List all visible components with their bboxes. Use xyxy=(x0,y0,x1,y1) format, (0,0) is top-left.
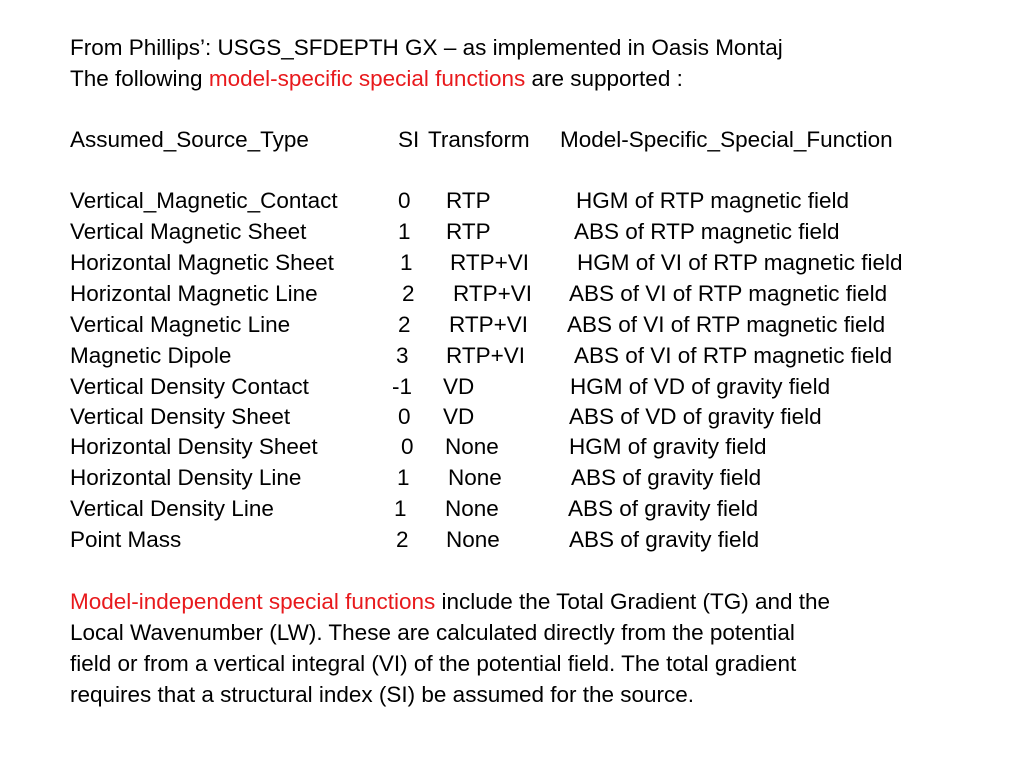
cell-si: 0 xyxy=(401,434,414,459)
cell-source-type: Horizontal Density Line xyxy=(70,465,302,490)
intro-line-2 xyxy=(70,66,683,92)
footer-highlight: Model-independent special functions xyxy=(70,589,436,614)
cell-si: 1 xyxy=(400,250,413,275)
header-source-type: Assumed_Source_Type xyxy=(70,127,309,152)
cell-transform: RTP+VI xyxy=(453,281,532,306)
cell-special-function: ABS of gravity field xyxy=(571,465,762,490)
cell-transform: RTP+VI xyxy=(450,250,529,275)
footer-line-3 xyxy=(70,651,796,677)
cell-source-type: Vertical Density Line xyxy=(70,496,274,521)
footer-line-1 xyxy=(70,589,830,615)
cell-special-function: ABS of RTP magnetic field xyxy=(574,219,840,244)
cell-source-type: Vertical Density Sheet xyxy=(70,404,291,429)
header-si: SI xyxy=(398,127,420,152)
cell-source-type: Magnetic Dipole xyxy=(70,343,232,368)
cell-special-function: ABS of gravity field xyxy=(568,496,759,521)
footer-line-2 xyxy=(70,620,795,646)
cell-transform: None xyxy=(445,496,499,521)
cell-si: 2 xyxy=(396,527,409,552)
cell-transform: RTP xyxy=(446,219,491,244)
cell-transform: VD xyxy=(443,374,475,399)
cell-transform: RTP+VI xyxy=(446,343,525,368)
cell-transform: None xyxy=(448,465,502,490)
footer-line-2-text: Local Wavenumber (LW). These are calculated directly from the potential xyxy=(70,620,795,645)
cell-transform: None xyxy=(445,434,499,459)
footer-line-4 xyxy=(70,682,694,708)
cell-si: -1 xyxy=(392,374,413,399)
cell-si: 2 xyxy=(402,281,415,306)
cell-si: 3 xyxy=(396,343,409,368)
cell-si: 0 xyxy=(398,188,411,213)
cell-special-function: ABS of VI of RTP magnetic field xyxy=(567,312,886,337)
cell-si: 1 xyxy=(397,465,410,490)
cell-source-type: Vertical Magnetic Sheet xyxy=(70,219,307,244)
footer-line-1-text: include the Total Gradient (TG) and the xyxy=(435,589,831,614)
footer-line-4-text: requires that a structural index (SI) be assumed for the source. xyxy=(70,682,695,707)
cell-si: 1 xyxy=(398,219,411,244)
cell-si: 2 xyxy=(398,312,411,337)
intro-title: From Phillips’: USGS_SFDEPTH GX – as implemented in Oasis Montaj xyxy=(70,35,783,60)
intro-highlight: model-specific special functions xyxy=(208,66,526,91)
cell-transform: None xyxy=(446,527,500,552)
cell-transform: RTP+VI xyxy=(449,312,528,337)
cell-special-function: ABS of VI of RTP magnetic field xyxy=(574,343,893,368)
header-transform: Transform xyxy=(428,127,530,152)
cell-special-function: HGM of VD of gravity field xyxy=(570,374,831,399)
cell-source-type: Vertical_Magnetic_Contact xyxy=(70,188,338,213)
cell-special-function: HGM of gravity field xyxy=(569,434,767,459)
intro-prefix: The following xyxy=(70,66,209,91)
cell-source-type: Horizontal Magnetic Sheet xyxy=(70,250,334,275)
cell-si: 1 xyxy=(394,496,407,521)
cell-special-function: ABS of VI of RTP magnetic field xyxy=(569,281,888,306)
cell-transform: RTP xyxy=(446,188,491,213)
cell-transform: VD xyxy=(443,404,475,429)
cell-source-type: Vertical Density Contact xyxy=(70,374,309,399)
cell-special-function: HGM of RTP magnetic field xyxy=(576,188,850,213)
cell-special-function: ABS of gravity field xyxy=(569,527,760,552)
footer-line-3-text: field or from a vertical integral (VI) of the potential field. The total gradient xyxy=(70,651,797,676)
cell-special-function: ABS of VD of gravity field xyxy=(569,404,822,429)
cell-source-type: Horizontal Density Sheet xyxy=(70,434,318,459)
intro-suffix: are supported : xyxy=(525,66,683,91)
cell-source-type: Horizontal Magnetic Line xyxy=(70,281,318,306)
intro-line-1 xyxy=(70,35,783,61)
cell-source-type: Point Mass xyxy=(70,527,182,552)
cell-si: 0 xyxy=(398,404,411,429)
cell-special-function: HGM of VI of RTP magnetic field xyxy=(577,250,903,275)
cell-source-type: Vertical Magnetic Line xyxy=(70,312,291,337)
header-special-function: Model-Specific_Special_Function xyxy=(560,127,893,152)
